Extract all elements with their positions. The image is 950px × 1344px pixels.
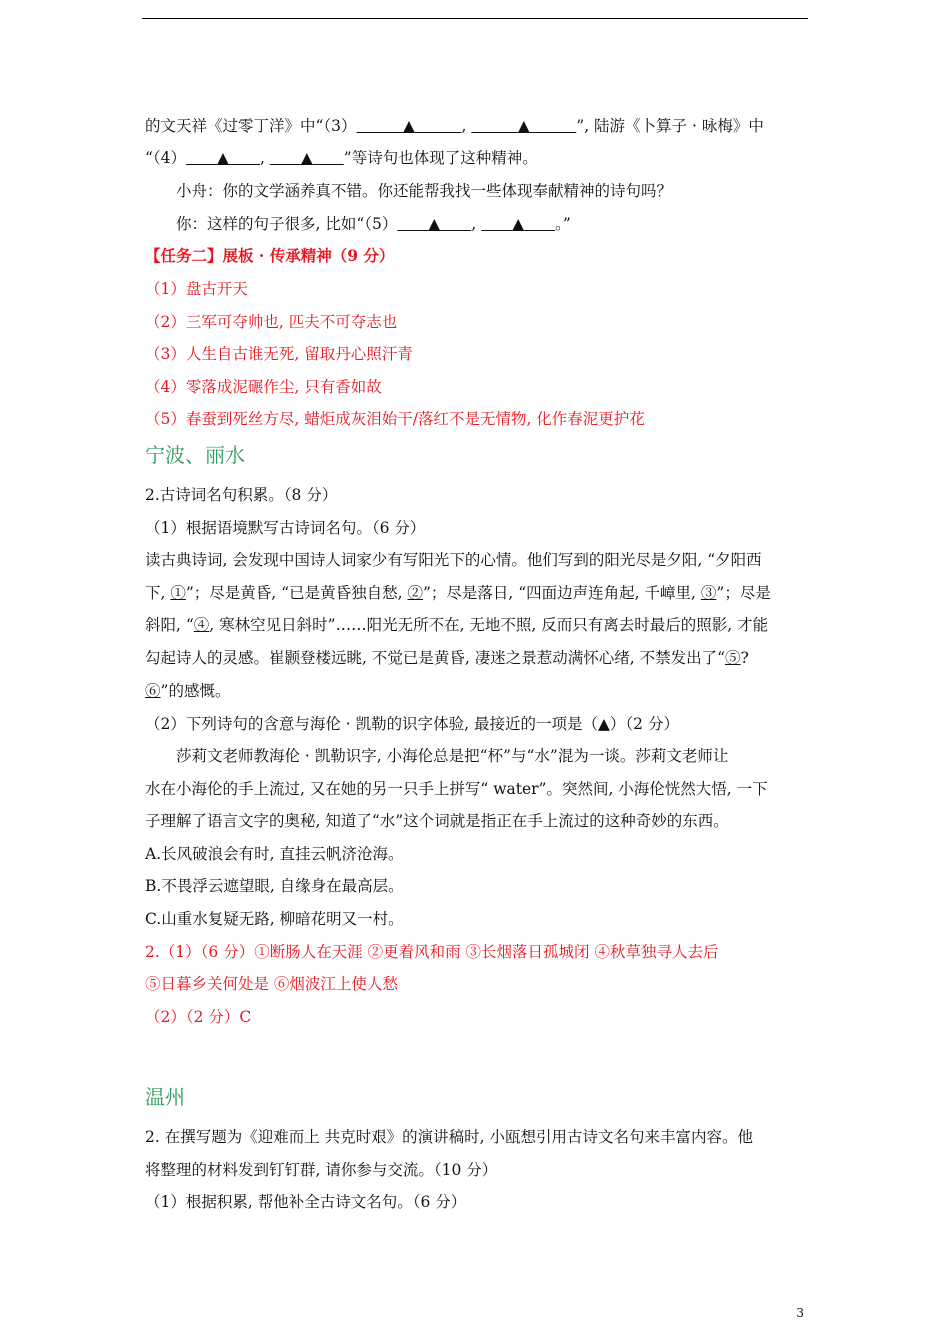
paragraph-line: 斜阳, “④, 寒林空见日斜时”……阳光无所不在, 无地不照, 反而只有离去时最后的照影, 才能 bbox=[145, 616, 769, 634]
answer-line: （1）盘古开天 bbox=[145, 280, 248, 298]
blank: ▲ bbox=[217, 149, 229, 167]
blank: ▲ bbox=[517, 117, 530, 135]
answer-line: （3）人生自古谁无死, 留取丹心照汗青 bbox=[145, 345, 413, 363]
question-line-4: “（4） ▲ , ▲ ”等诗句也体现了这种精神。 bbox=[145, 149, 538, 167]
story-line: 子理解了语言文字的奥秘, 知道了“水”这个词就是指正在手上流过的这种奇妙的东西。 bbox=[145, 812, 729, 830]
blank: ▲ bbox=[428, 215, 441, 233]
sub-question: （1）根据积累, 帮他补全古诗文名句。（6 分） bbox=[145, 1193, 467, 1211]
option-a: A.长风破浪会有时, 直挂云帆济沧海。 bbox=[145, 845, 404, 863]
answer-line: 2.（1）（6 分）①断肠人在天涯 ②更着风和雨 ③长烟落日孤城闭 ④秋草独寻人去后 bbox=[145, 943, 719, 961]
dialogue-line: 小舟：你的文学涵养真不错。你还能帮我找一些体现奉献精神的诗句吗？ bbox=[176, 182, 673, 200]
question-line: 2. 在撰写题为《迎难而上 共克时艰》的演讲稿时, 小瓯想引用古诗文名句来丰富内容。他 bbox=[145, 1128, 753, 1146]
answer-line: （2）（2 分）C bbox=[145, 1008, 252, 1026]
blank-marker: ① bbox=[170, 584, 186, 602]
blank: ▲ bbox=[512, 215, 525, 233]
blank-marker: ③ bbox=[700, 584, 717, 602]
question-line-3: 的文天祥《过零丁洋》中“（3） ▲ , ▲ ”, 陆游《卜算子 · 咏梅》中 bbox=[145, 117, 764, 135]
blank-marker: ⑥ bbox=[145, 682, 161, 700]
option-b: B.不畏浮云遮望眼, 自缘身在最高层。 bbox=[145, 877, 404, 895]
question-line: 将整理的材料发到钉钉群, 请你参与交流。（10 分） bbox=[145, 1161, 498, 1179]
blank-marker: ② bbox=[407, 584, 423, 602]
story-line: 莎莉文老师教海伦 · 凯勒识字, 小海伦总是把“杯”与“水”混为一谈。莎莉文老师让 bbox=[176, 747, 729, 765]
page-number: 3 bbox=[796, 1306, 804, 1320]
paragraph-line: 勾起诗人的灵感。崔颢登楼远眺, 不觉已是黄昏, 凄迷之景惹动满怀心绪, 不禁发出了“⑤? bbox=[145, 649, 749, 667]
answer-line: （4）零落成泥碾作尘, 只有香如故 bbox=[145, 378, 382, 396]
answer-line: ⑤日暮乡关何处是 ⑥烟波江上使人愁 bbox=[145, 975, 398, 993]
sub-question: （1）根据语境默写古诗词名句。（6 分） bbox=[145, 519, 426, 537]
dialogue-line: 你：这样的句子很多, 比如“（5） ▲ , ▲ 。” bbox=[176, 215, 571, 233]
question-title: 2.古诗词名句积累。（8 分） bbox=[145, 486, 338, 504]
region-heading: 温州 bbox=[145, 1085, 185, 1109]
paragraph-line: ⑥”的感慨。 bbox=[145, 682, 231, 700]
answer-line: （5）春蚕到死丝方尽, 蜡炬成灰泪始干/落红不是无情物, 化作春泥更护花 bbox=[145, 410, 645, 428]
blank-marker: ⑤ bbox=[725, 649, 741, 667]
story-line: 水在小海伦的手上流过, 又在她的另一只手上拼写“ water”。突然间, 小海伦恍然大悟, 一下 bbox=[145, 780, 768, 798]
blank: ▲ bbox=[403, 117, 415, 135]
answer-line: （2）三军可夺帅也, 匹夫不可夺志也 bbox=[145, 313, 398, 331]
sub-question: （2）下列诗句的含意与海伦 · 凯勒的识字体验, 最接近的一项是（▲）（2 分） bbox=[145, 715, 679, 733]
task2-heading: 【任务二】展板 · 传承精神（9 分） bbox=[145, 246, 395, 265]
blank-marker: ④ bbox=[193, 616, 210, 634]
paragraph-line: 下, ①”；尽是黄昏, “已是黄昏独自愁, ②”；尽是落日, “四面边声连角起, 千嶂里, ③”；尽是 bbox=[145, 584, 771, 602]
region-heading: 宁波、丽水 bbox=[145, 443, 245, 467]
header-rule bbox=[142, 18, 808, 19]
blank: ▲ bbox=[300, 149, 313, 167]
paragraph-line: 读古典诗词, 会发现中国诗人词家少有写阳光下的心情。他们写到的阳光尽是夕阳, “夕阳西 bbox=[145, 551, 762, 569]
option-c: C.山重水复疑无路, 柳暗花明又一村。 bbox=[145, 910, 404, 928]
